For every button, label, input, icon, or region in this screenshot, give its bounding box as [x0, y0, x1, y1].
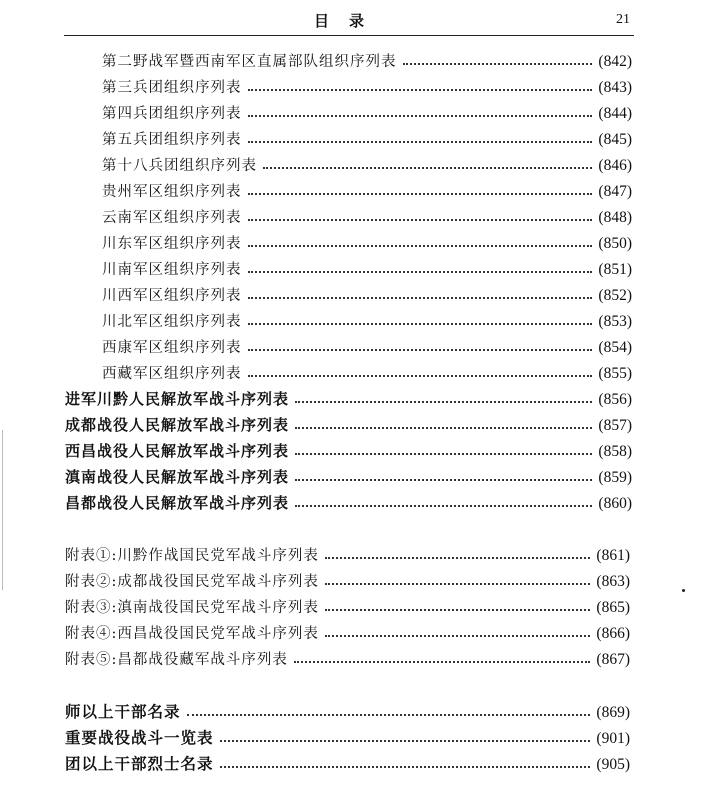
toc-entry: [65, 619, 630, 643]
toc-entry-title: 第十八兵团组织序列表: [102, 158, 257, 174]
toc-dot-leader: [325, 583, 591, 585]
toc-entry: [65, 750, 630, 774]
toc-entry-title: 成都战役人民解放军战斗序列表: [65, 416, 290, 434]
toc-entry-page: (851): [598, 261, 632, 278]
toc-dot-leader: [248, 297, 593, 299]
toc-dot-leader: [248, 349, 593, 351]
toc-dot-leader: [248, 141, 593, 143]
toc-entry: [102, 307, 632, 331]
toc-entry: [65, 567, 630, 591]
toc-entry-page: (854): [598, 339, 632, 356]
toc-entry-title: 附表④:西昌战役国民党军战斗序列表: [65, 626, 319, 642]
toc-dot-leader: [295, 453, 592, 455]
toc-entry-title: 川东军区组织序列表: [102, 236, 242, 252]
toc-entry-page: (869): [596, 704, 630, 721]
toc-dot-leader: [325, 557, 591, 559]
page-header: [64, 8, 634, 34]
toc-entry-title: 川西军区组织序列表: [102, 288, 242, 304]
toc-dot-leader: [295, 505, 592, 507]
toc-entry-page: (905): [596, 756, 630, 773]
toc-entry: [102, 333, 632, 357]
toc-dot-leader: [263, 167, 592, 169]
toc-entry-title: 附表⑤:昌都战役藏军战斗序列表: [65, 652, 288, 668]
toc-entry-title: 师以上干部名录: [65, 702, 181, 721]
toc-entry: [65, 724, 630, 748]
toc-entry-title: 第四兵团组织序列表: [102, 106, 242, 122]
toc-dot-leader: [325, 635, 591, 637]
toc-entry: [102, 203, 632, 227]
toc-entry: [65, 385, 632, 409]
toc-entry-title: 第二野战军暨西南军区直属部队组织序列表: [102, 54, 397, 70]
toc-entry-page: (856): [598, 391, 632, 408]
toc-entry: [65, 411, 632, 435]
toc-entry-page: (860): [598, 495, 632, 512]
toc-entry: [65, 463, 632, 487]
toc-entry: [102, 255, 632, 279]
toc-entry: [65, 698, 630, 722]
toc-dot-leader: [248, 245, 593, 247]
toc-dot-leader: [403, 63, 593, 65]
ink-speck: [682, 589, 685, 592]
toc-dot-leader: [248, 271, 593, 273]
margin-line: [2, 430, 3, 590]
toc-entry: [102, 99, 632, 123]
toc-dot-leader: [295, 479, 592, 481]
toc-entry-page: (852): [598, 287, 632, 304]
toc-entry-page: (858): [598, 443, 632, 460]
toc-entry-title: 附表①:川黔作战国民党军战斗序列表: [65, 548, 319, 564]
toc-entry-title: 云南军区组织序列表: [102, 210, 242, 226]
toc-entry-page: (867): [596, 651, 630, 668]
toc-dot-leader: [187, 714, 591, 716]
toc-entry-title: 重要战役战斗一览表: [65, 728, 214, 747]
toc-entry-page: (850): [598, 235, 632, 252]
toc-entry-title: 西藏军区组织序列表: [102, 366, 242, 382]
toc-entry-title: 西昌战役人民解放军战斗序列表: [65, 442, 290, 460]
toc-dot-leader: [325, 609, 591, 611]
toc-dot-leader: [248, 219, 593, 221]
toc-entry-page: (842): [598, 53, 632, 70]
toc-entry-title: 西康军区组织序列表: [102, 340, 242, 356]
toc-entry-title: 第五兵团组织序列表: [102, 132, 242, 148]
toc-dot-leader: [295, 401, 592, 403]
toc-entry: [102, 281, 632, 305]
toc-entry-title: 团以上干部烈士名录: [65, 754, 214, 773]
toc-entry-title: 川南军区组织序列表: [102, 262, 242, 278]
toc-dot-leader: [220, 766, 591, 768]
toc-entry: [102, 151, 632, 175]
toc-entry: [102, 47, 632, 71]
toc-entry: [65, 489, 632, 513]
toc-dot-leader: [248, 115, 593, 117]
toc-entry: [102, 229, 632, 253]
toc-entry-title: 滇南战役人民解放军战斗序列表: [65, 468, 290, 486]
header-rule: [64, 35, 634, 36]
toc-entry-page: (846): [598, 157, 632, 174]
toc-entry-page: (863): [596, 573, 630, 590]
toc-entry-page: (845): [598, 131, 632, 148]
toc-dot-leader: [248, 89, 593, 91]
toc-dot-leader: [248, 323, 593, 325]
toc-entry: [65, 541, 630, 565]
toc-entry-page: (861): [596, 547, 630, 564]
toc-entry-page: (857): [598, 417, 632, 434]
toc-entry: [65, 437, 632, 461]
toc-entry-page: (865): [596, 599, 630, 616]
toc-dot-leader: [220, 740, 591, 742]
toc-entry-title: 附表③:滇南战役国民党军战斗序列表: [65, 600, 319, 616]
toc-dot-leader: [294, 661, 591, 663]
toc-dot-leader: [295, 427, 592, 429]
toc-entry: [102, 125, 632, 149]
toc-entry-page: (843): [598, 79, 632, 96]
toc-entry-page: (855): [598, 365, 632, 382]
toc-entry-page: (859): [598, 469, 632, 486]
toc-entry-title: 川北军区组织序列表: [102, 314, 242, 330]
toc-entry-page: (848): [598, 209, 632, 226]
toc-entry: [65, 645, 630, 669]
toc-entry: [102, 177, 632, 201]
toc-entry-title: 第三兵团组织序列表: [102, 80, 242, 96]
header-title: 目录: [313, 12, 384, 30]
toc-dot-leader: [248, 375, 593, 377]
toc-entry-page: (844): [598, 105, 632, 122]
toc-entry: [65, 593, 630, 617]
toc-entry-title: 贵州军区组织序列表: [102, 184, 242, 200]
toc-entry-page: (866): [596, 625, 630, 642]
toc-entry-page: (847): [598, 183, 632, 200]
toc-entry-title: 昌都战役人民解放军战斗序列表: [65, 494, 290, 512]
toc-entry-page: (853): [598, 313, 632, 330]
page-number: 21: [616, 12, 630, 27]
toc-entry-title: 附表②:成都战役国民党军战斗序列表: [65, 574, 319, 590]
toc-entry-title: 进军川黔人民解放军战斗序列表: [65, 390, 290, 408]
toc-dot-leader: [248, 193, 593, 195]
toc-entry: [102, 73, 632, 97]
toc-entry: [102, 359, 632, 383]
toc-entry-page: (901): [596, 730, 630, 747]
